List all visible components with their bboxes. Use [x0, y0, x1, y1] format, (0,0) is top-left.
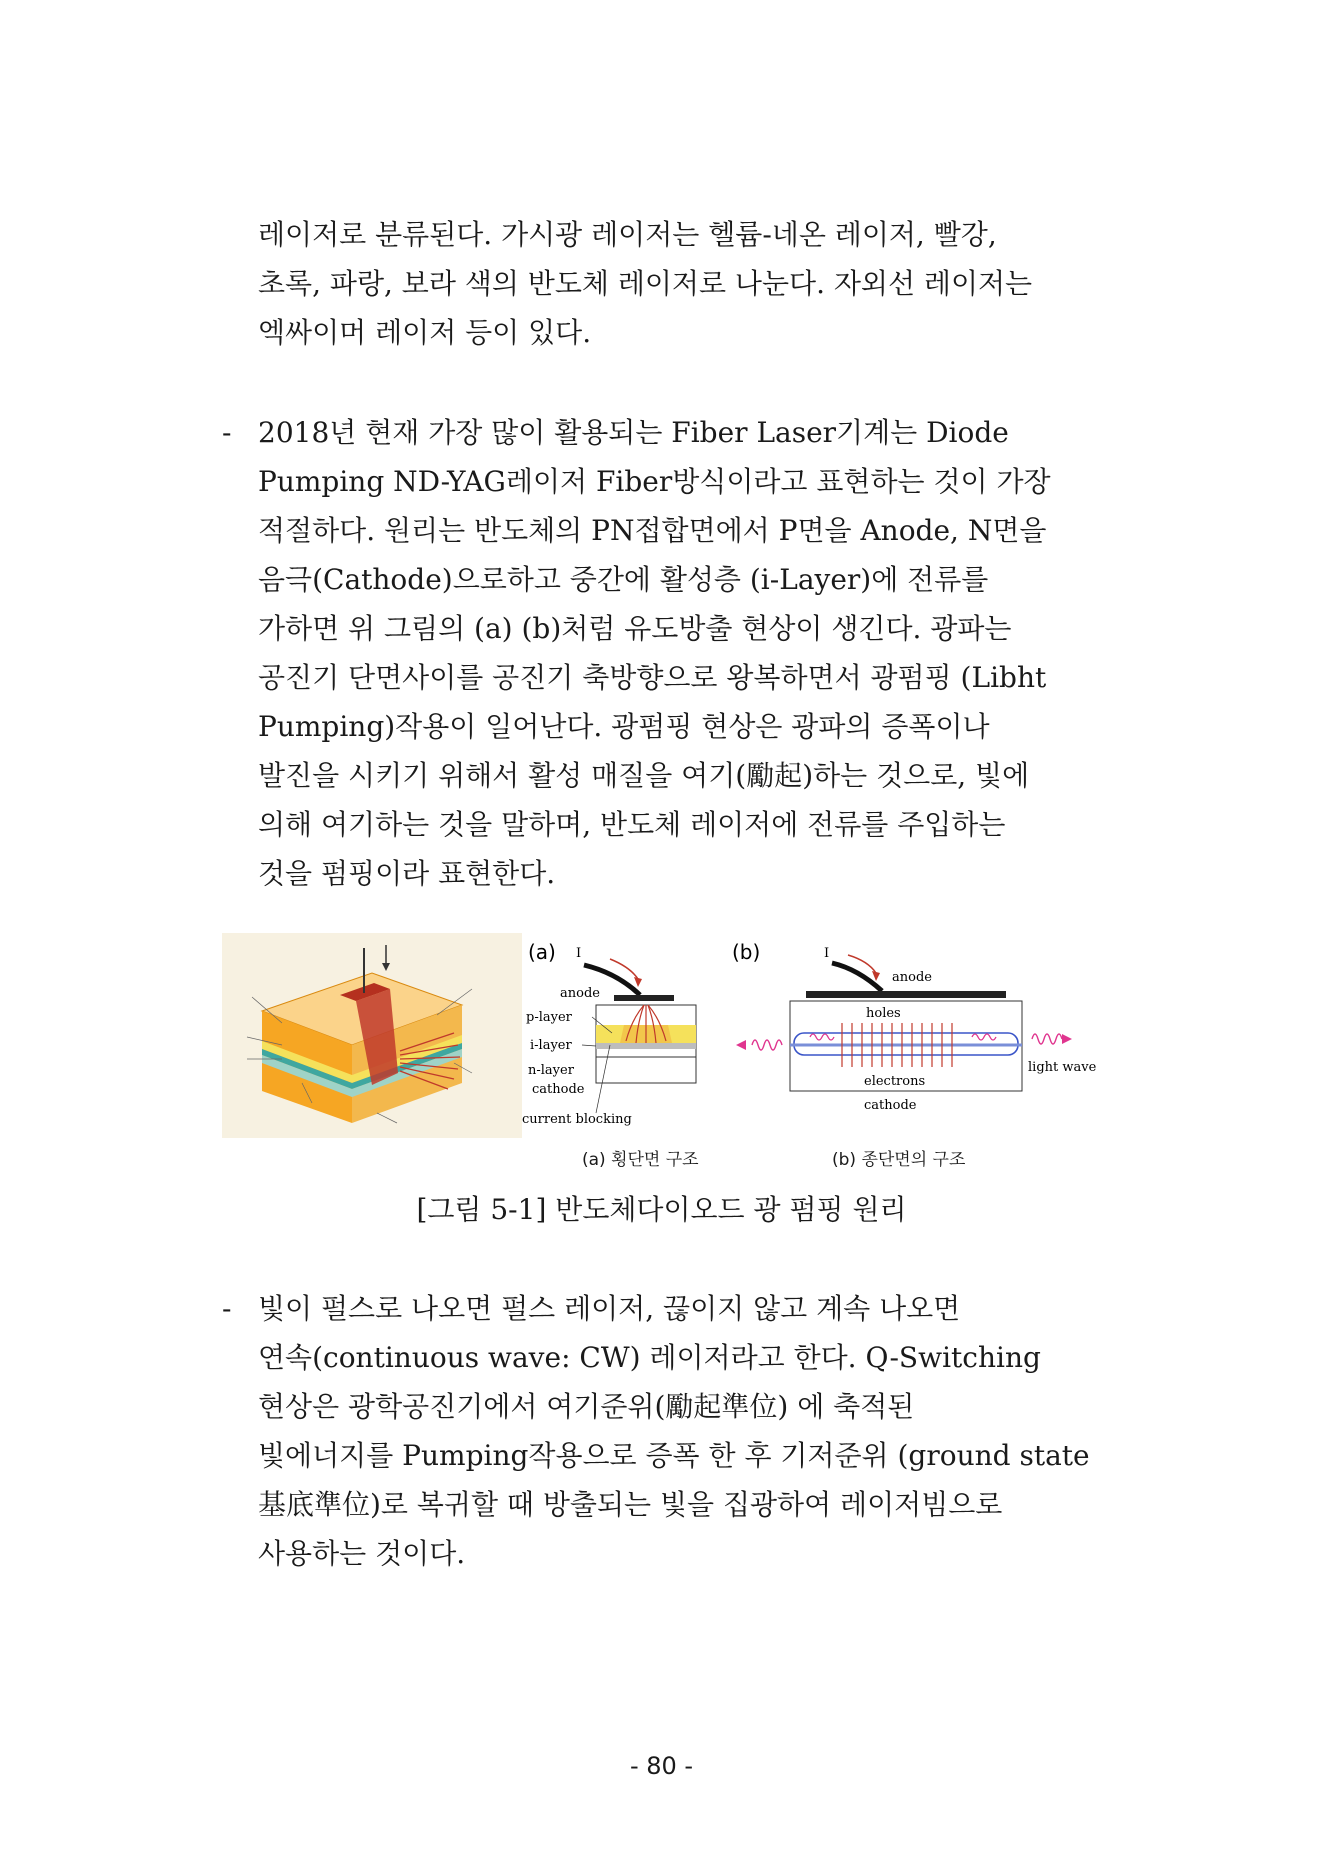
subcaption-a: (a) 횡단면 구조: [582, 1150, 699, 1170]
text-line: 의해 여기하는 것을 말하며, 반도체 레이저에 전류를 주입하는: [258, 808, 1006, 841]
text-line: 빛에너지를 Pumping작용으로 증폭 한 후 기저준위 (ground state: [258, 1439, 1090, 1472]
anode-label-a: anode: [560, 986, 600, 1001]
text-line: 2018년 현재 가장 많이 활용되는 Fiber Laser기계는 Diode: [258, 416, 1009, 449]
text-line: 현상은 광학공진기에서 여기준위(勵起準位) 에 축적된: [258, 1390, 915, 1423]
cathode-label-a: cathode: [532, 1082, 585, 1097]
text-line: 사용하는 것이다.: [258, 1537, 466, 1570]
current-blocking-label: current blocking: [522, 1112, 632, 1127]
electrons-label: electrons: [864, 1074, 926, 1089]
subcaption-b: (b) 종단면의 구조: [832, 1150, 966, 1170]
text-line: 적절하다. 원리는 반도체의 PN접합면에서 P면을 Anode, N면을: [258, 514, 1047, 547]
paragraph-3: [258, 1284, 1158, 1578]
text-line: 빛이 펄스로 나오면 펄스 레이저, 끊이지 않고 계속 나오면: [258, 1292, 961, 1325]
holes-label: holes: [866, 1006, 901, 1021]
text-line: 엑싸이머 레이저 등이 있다.: [258, 316, 592, 349]
current-label-a: I: [576, 946, 582, 961]
laser-diode-figure: [222, 933, 1102, 1168]
text-line: 발진을 시키기 위해서 활성 매질을 여기(勵起)하는 것으로, 빛에: [258, 759, 1030, 792]
text-line: 가하면 위 그림의 (a) (b)처럼 유도방출 현상이 생긴다. 광파는: [258, 612, 1012, 645]
text-line: 연속(continuous wave: CW) 레이저라고 한다. Q-Switching: [258, 1341, 1041, 1374]
cross-section-diagram-a: [522, 933, 732, 1138]
paragraph-1: [258, 210, 1158, 357]
anode-label-b: anode: [892, 970, 932, 985]
longitudinal-diagram-b: [732, 933, 1102, 1138]
text-line: 초록, 파랑, 보라 색의 반도체 레이저로 나눈다. 자외선 레이저는: [258, 267, 1033, 300]
current-label-b: I: [824, 946, 830, 961]
page-number: - 80 -: [629, 1752, 694, 1780]
cathode-label-b: cathode: [864, 1098, 917, 1113]
text-line: Pumping)작용이 일어난다. 광펌핑 현상은 광파의 증폭이나: [258, 710, 990, 743]
figure-caption: [그림 5-1] 반도체다이오드 광 펌핑 원리: [416, 1193, 907, 1226]
p-layer-label: p-layer: [526, 1010, 572, 1025]
text-line: 것을 펌핑이라 표현한다.: [258, 857, 556, 890]
text-line: 레이저로 분류된다. 가시광 레이저는 헬륨-네온 레이저, 빨강,: [258, 218, 997, 251]
bullet-dash: -: [222, 1292, 232, 1325]
panel-b-label: (b): [732, 940, 761, 964]
text-line: 공진기 단면사이를 공진기 축방향으로 왕복하면서 광펌핑 (Libht: [258, 661, 1047, 694]
text-line: Pumping ND-YAG레이저 Fiber방식이라고 표현하는 것이 가장: [258, 465, 1051, 498]
panel-a-label: (a): [528, 940, 556, 964]
text-line: 基底準位)로 복귀할 때 방출되는 빛을 집광하여 레이저빔으로: [258, 1488, 1003, 1521]
n-layer-label: n-layer: [528, 1063, 574, 1078]
i-layer-label: i-layer: [530, 1038, 572, 1053]
bullet-dash: -: [222, 416, 232, 449]
text-line: 음극(Cathode)으로하고 중간에 활성층 (i-Layer)에 전류를: [258, 563, 989, 596]
diode-3d-illustration: [222, 933, 522, 1138]
paragraph-2: [258, 408, 1158, 898]
light-wave-label: light wave: [1028, 1060, 1097, 1075]
